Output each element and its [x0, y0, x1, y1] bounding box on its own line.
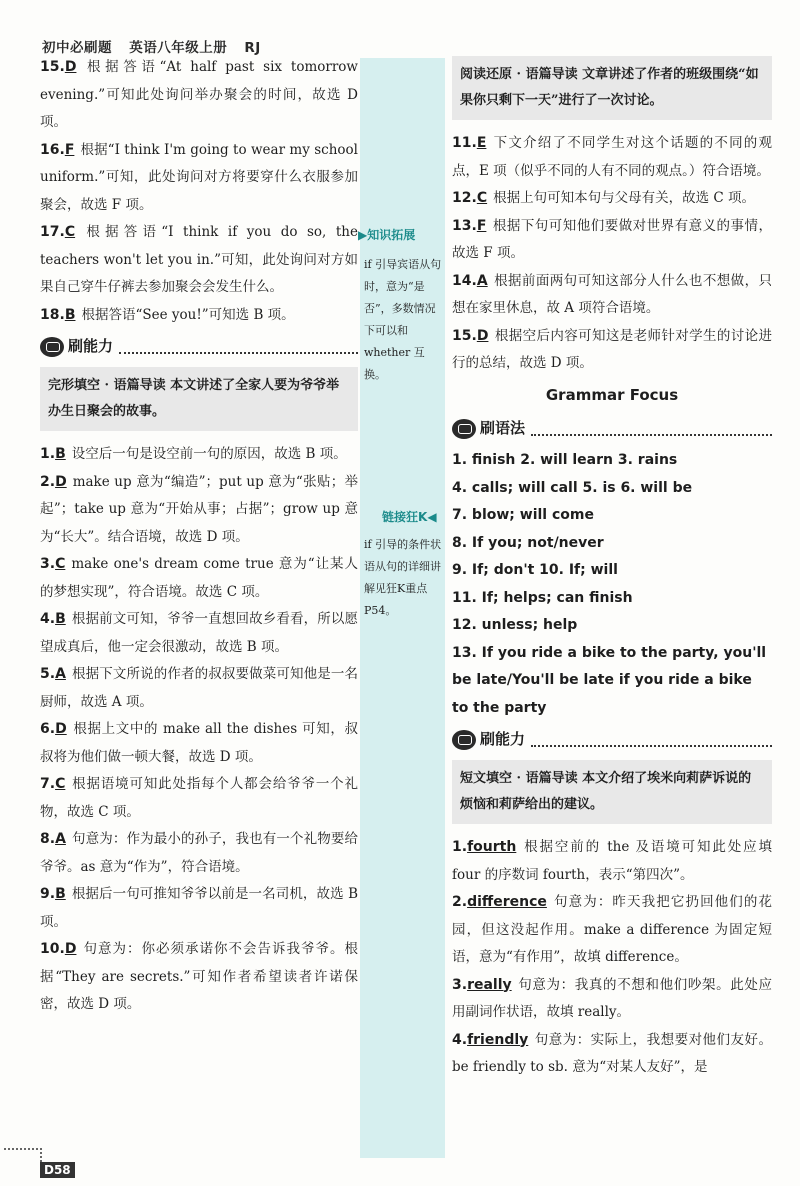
item-explanation: 根据答语“At half past six tomorrow evening.”可知此处询问举办聚会的时间，故选 D 项。 — [40, 59, 358, 130]
section-icon — [452, 419, 476, 439]
item-answer: C — [55, 776, 66, 792]
answer-item — [40, 606, 358, 661]
item-explanation: 根据上句可知本句与父母有关，故选 C 项。 — [493, 190, 756, 206]
reading-guide: 阅读还原 · 语篇导读 文章讲述了作者的班级围绕“如果你只剩下一天”进行了一次讨论。 — [452, 56, 772, 120]
item-number: 14. — [452, 272, 477, 289]
answer-item — [40, 936, 358, 1019]
item-explanation: 根据上文中的 make all the dishes 可知，叔叔将为他们做一顿大餐，故选 D 项。 — [40, 721, 358, 765]
item-answer: D — [476, 327, 489, 344]
item-answer: C — [55, 556, 66, 572]
item-explanation: 根据“I think I'm going to wear my school uniform.”可知，此处询问对方将要穿什么衣服参加聚会，故选 F 项。 — [40, 141, 358, 213]
item-explanation: 设空后一句是设空前一句的原因，故选 B 项。 — [71, 446, 347, 462]
item-explanation: 根据后一句可推知爷爷以前是一名司机，故选 B 项。 — [40, 886, 358, 930]
grammar-focus-title: Grammar Focus — [545, 385, 679, 404]
item-explanation: 句意为：我真的不想和他们吵架。此处应用副词作状语，故填 really。 — [452, 976, 772, 1020]
answer-item — [40, 302, 358, 330]
item-number: 15. — [452, 327, 477, 344]
answer-item — [40, 219, 358, 302]
item-number: 12. — [452, 190, 477, 206]
book-title: 初中必刷题 — [42, 40, 112, 56]
item-number: 18. — [40, 306, 65, 323]
item-answer: D — [64, 59, 77, 75]
item-explanation: make up 意为“编造”；put up 意为“张贴；举起”；take up 意为“开始从事；占据”；grow up 意为“长大”。结合语境，故选 D 项。 — [40, 473, 358, 545]
grammar-answer-line: 8. If you; not/never — [452, 534, 604, 551]
item-explanation: 根据下句可知他们要做对世界有意义的事情，故选 F 项。 — [452, 217, 772, 261]
answer-item — [452, 130, 772, 185]
item-answer: friendly — [467, 1031, 529, 1048]
item-number: 15. — [40, 59, 65, 75]
answer-item — [40, 469, 358, 552]
answer-item — [452, 185, 772, 213]
left-column — [40, 54, 358, 1019]
grammar-answer-line: 4. calls; will call 5. is 6. will be — [452, 479, 693, 496]
answer-item — [452, 972, 772, 1027]
item-number: 2. — [452, 894, 468, 910]
answer-item — [452, 889, 772, 972]
item-explanation: 下文介绍了不同学生对这个话题的不同的观点，E 项（似乎不同的人有不同的观点。）符合语境。 — [452, 135, 772, 179]
answer-item — [40, 551, 358, 606]
grammar-answer-line: 12. unless; help — [452, 617, 578, 633]
answer-item — [452, 834, 772, 889]
grammar-answer-line: 13. If you ride a bike to the party, you'll be late/You'll be late if you ride a bike to the party — [452, 644, 767, 716]
item-number: 6. — [40, 721, 56, 737]
answer-item — [452, 213, 772, 268]
grammar-answer-line: 1. finish 2. will learn 3. rains — [452, 452, 678, 468]
item-number: 8. — [40, 831, 56, 847]
answer-item — [452, 1027, 772, 1082]
item-explanation: 句意为：实际上，我想要对他们友好。be friendly to sb. 意为“对某人友好”，是 — [452, 1031, 772, 1075]
item-answer: fourth — [467, 839, 517, 855]
answer-item — [40, 661, 358, 716]
item-answer: C — [476, 190, 488, 206]
answer-item — [40, 771, 358, 826]
item-explanation: 根据空后内容可知这是老师针对学生的讨论进行的总结，故选 D 项。 — [452, 327, 772, 371]
item-number: 10. — [40, 941, 65, 957]
section-heading-grammar: 刷语法 — [452, 415, 772, 443]
item-answer: D — [64, 941, 77, 957]
grammar-answer-line: 9. If; don't 10. If; will — [452, 562, 618, 578]
item-explanation: 根据空前的 the 及语境可知此处应填 four 的序数词 fourth，表示“第四次”。 — [452, 839, 772, 883]
item-number: 13. — [452, 217, 477, 234]
item-explanation: 句意为：你必须承诺你不会告诉我爷爷。根据“They are secrets.”可知作者希望读者许诺保密，故选 D 项。 — [40, 941, 358, 1012]
right-column — [452, 56, 772, 1082]
item-answer: B — [64, 306, 76, 323]
item-answer: F — [476, 217, 487, 234]
dotted-rule — [531, 733, 772, 747]
item-number: 9. — [40, 886, 56, 902]
item-number: 5. — [40, 666, 56, 682]
item-explanation: 句意为：作为最小的孙子，我也有一个礼物要给爷爷。as 意为“作为”，符合语境。 — [40, 831, 358, 875]
item-explanation: 根据前面两句可知这部分人什么也不想做，只想在家里休息，故 A 项符合语境。 — [452, 272, 772, 316]
answer-item — [452, 268, 772, 323]
item-answer: A — [55, 831, 66, 847]
answer-item — [40, 441, 358, 469]
item-answer: A — [55, 666, 66, 682]
item-answer: E — [476, 135, 487, 151]
item-explanation: 根据下文所说的作者的叔叔要做菜可知他是一名厨师，故选 A 项。 — [40, 666, 358, 710]
item-answer: A — [476, 272, 488, 289]
item-explanation: 句意为：昨天我把它扔回他们的花园，但这没起作用。make a difference 为固定短语，意为“有作用”，故填 difference。 — [452, 894, 772, 965]
item-number: 4. — [452, 1031, 468, 1048]
grammar-answer-line: 7. blow; will come — [452, 507, 594, 523]
item-answer: C — [64, 224, 76, 240]
answer-item — [452, 323, 772, 378]
item-answer: D — [55, 721, 67, 737]
page-number: D58 — [40, 1162, 75, 1178]
item-explanation: 根据语境可知此处指每个人都会给爷爷一个礼物，故选 C 项。 — [40, 776, 358, 820]
item-number: 1. — [40, 446, 56, 462]
item-number: 16. — [40, 141, 65, 158]
answer-item — [40, 881, 358, 936]
answer-item — [40, 54, 358, 137]
cloze-guide: 完形填空 · 语篇导读 本文讲述了全家人要为爷爷举办生日聚会的故事。 — [40, 367, 358, 431]
item-number: 2. — [40, 473, 56, 490]
section-heading-ability-2: 刷能力 — [452, 726, 772, 754]
item-number: 1. — [452, 839, 468, 855]
item-answer: B — [55, 611, 66, 627]
item-number: 11. — [452, 135, 477, 151]
item-number: 17. — [40, 224, 65, 240]
item-answer: difference — [467, 894, 547, 910]
item-answer: D — [55, 473, 67, 490]
link-note: if 引导的条件状语从句的详细讲解见狂K重点 P54。 — [364, 538, 442, 617]
gap-fill-guide: 短文填空 · 语篇导读 本文介绍了埃米向莉萨诉说的烦恼和莉萨给出的建议。 — [452, 760, 772, 824]
section-icon — [40, 337, 64, 357]
item-number: 3. — [40, 556, 56, 572]
grammar-answer-line: 11. If; helps; can finish — [452, 589, 633, 606]
item-number: 3. — [452, 976, 468, 993]
dotted-rule — [119, 340, 358, 354]
item-explanation: make one's dream come true 意为“让某人的梦想实现”，符合语境。故选 C 项。 — [40, 556, 358, 600]
page-header — [42, 36, 273, 56]
answer-item — [40, 826, 358, 881]
item-answer: F — [64, 141, 75, 158]
item-answer: really — [467, 976, 512, 993]
item-explanation: 根据答语“See you!”可知选 B 项。 — [81, 306, 295, 323]
answer-item — [40, 716, 358, 771]
item-number: 4. — [40, 611, 56, 627]
dotted-rule — [531, 422, 772, 436]
item-explanation: 根据前文可知，爷爷一直想回故乡看看，所以愿望成真后，他一定会很激动，故选 B 项。 — [40, 611, 358, 655]
answer-item — [40, 137, 358, 220]
item-number: 7. — [40, 776, 56, 792]
corner-decoration — [4, 1148, 42, 1174]
section-heading-ability: 刷能力 — [40, 333, 358, 361]
subject-title: 英语八年级上册 — [129, 40, 228, 56]
edition-label: RJ — [244, 40, 261, 56]
knowledge-expansion-tag: ▶知识拓展 — [358, 228, 416, 242]
link-tag: 链接狂K◀ — [382, 510, 437, 524]
item-explanation: 根据答语“I think if you do so, the teachers won't let you in.”可知，此处询问对方如果自己穿牛仔裤去参加聚会会发生什么。 — [40, 224, 358, 295]
section-icon — [452, 730, 476, 750]
item-answer: B — [55, 446, 66, 462]
item-answer: B — [55, 886, 66, 902]
knowledge-expansion-note: if 引导宾语从句时，意为“是否”，多数情况下可以和 whether 互换。 — [364, 258, 442, 381]
